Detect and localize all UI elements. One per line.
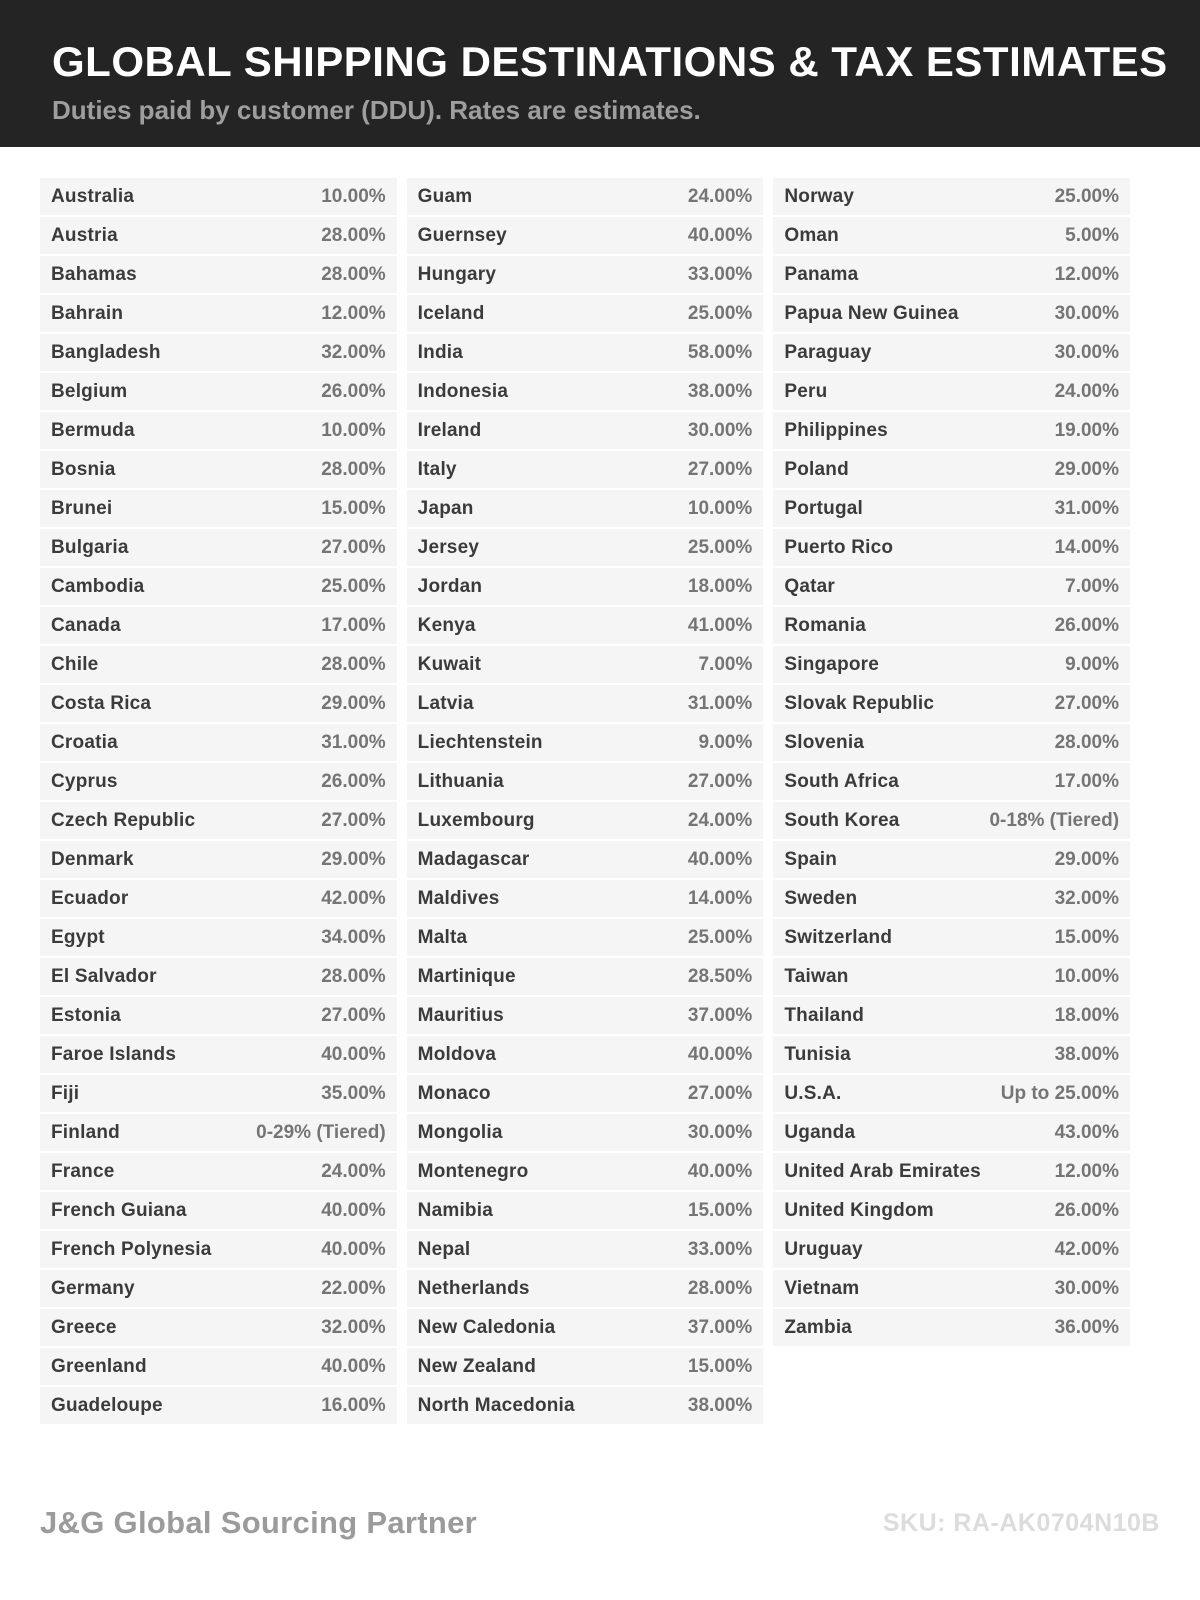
table-row — [40, 724, 397, 761]
country-name: El Salvador — [51, 965, 157, 987]
country-name: Bosnia — [51, 458, 116, 480]
table-row — [407, 763, 764, 800]
tax-rate: 38.00% — [687, 1394, 753, 1416]
tax-rate: 27.00% — [1054, 692, 1120, 714]
table-row — [773, 178, 1130, 215]
tax-rate: 17.00% — [321, 614, 386, 636]
table-row — [40, 646, 397, 683]
table-row — [407, 919, 764, 956]
country-name: Vietnam — [784, 1277, 860, 1299]
country-name: Kuwait — [417, 653, 482, 675]
tax-rate: 35.00% — [321, 1082, 386, 1104]
tax-rate: 29.00% — [1054, 458, 1120, 480]
tax-rate: 15.00% — [687, 1355, 753, 1377]
table-row — [407, 1036, 764, 1073]
tax-rate: 37.00% — [687, 1316, 753, 1338]
tax-rate: 28.50% — [687, 965, 753, 987]
country-name: Guernsey — [417, 224, 507, 246]
table-row — [407, 1387, 764, 1424]
country-name: Uruguay — [784, 1238, 863, 1260]
table-row — [40, 1348, 397, 1385]
table-row — [40, 802, 397, 839]
table-row — [773, 1153, 1130, 1190]
table-row — [773, 295, 1130, 332]
tax-rate: 9.00% — [698, 731, 753, 753]
tax-rate: 12.00% — [1054, 263, 1120, 285]
tax-rate: 25.00% — [687, 302, 753, 324]
country-name: South Africa — [784, 770, 899, 792]
country-name: Germany — [51, 1277, 135, 1299]
tax-rate: 24.00% — [687, 809, 753, 831]
table-row — [40, 178, 397, 215]
table-row — [40, 295, 397, 332]
country-name: Hungary — [417, 263, 497, 285]
tax-rate: 29.00% — [321, 848, 386, 870]
table-row — [773, 334, 1130, 371]
country-name: Tunisia — [784, 1043, 851, 1065]
tax-rate: 28.00% — [321, 263, 386, 285]
country-name: Poland — [784, 458, 849, 480]
tax-rate: 30.00% — [687, 419, 753, 441]
country-name: Iceland — [417, 302, 485, 324]
tax-rate: 32.00% — [1054, 887, 1120, 909]
tax-rate: 18.00% — [1054, 1004, 1120, 1026]
tax-rate: 10.00% — [321, 419, 386, 441]
country-name: Belgium — [51, 380, 128, 402]
tax-rate: 58.00% — [687, 341, 753, 363]
table-row — [407, 958, 764, 995]
table-row — [773, 607, 1130, 644]
table-row — [40, 958, 397, 995]
country-name: Maldives — [417, 887, 500, 909]
tax-rate: 27.00% — [321, 809, 386, 831]
country-name: Costa Rica — [51, 692, 152, 714]
country-name: Bulgaria — [51, 536, 129, 558]
tax-rate: 42.00% — [1054, 1238, 1120, 1260]
table-row — [407, 568, 764, 605]
country-name: Guam — [417, 185, 473, 207]
brand-name: J&G Global Sourcing Partner — [40, 1505, 478, 1540]
tax-rate: 7.00% — [1065, 575, 1120, 597]
tax-rate: 10.00% — [687, 497, 753, 519]
country-name: Finland — [51, 1121, 120, 1143]
table-row — [407, 256, 764, 293]
tax-rate: 40.00% — [321, 1238, 386, 1260]
country-name: Canada — [51, 614, 121, 636]
tax-rate: 14.00% — [687, 887, 753, 909]
country-name: Bermuda — [51, 419, 135, 441]
table-row — [40, 685, 397, 722]
tax-rate: Up to 25.00% — [1000, 1082, 1120, 1104]
country-name: Slovak Republic — [784, 692, 935, 714]
tax-rate: 26.00% — [321, 770, 386, 792]
table-row — [407, 802, 764, 839]
table-row — [407, 1075, 764, 1112]
tax-rate: 40.00% — [687, 224, 753, 246]
tax-rate: 28.00% — [321, 224, 386, 246]
country-name: Italy — [417, 458, 457, 480]
country-name: Egypt — [51, 926, 105, 948]
table-row — [773, 1192, 1130, 1229]
tax-rate: 12.00% — [1054, 1160, 1120, 1182]
table-row — [407, 1309, 764, 1346]
tax-rate: 36.00% — [1054, 1316, 1120, 1338]
sku-label: SKU: RA-AK0704N10B — [882, 1508, 1160, 1537]
country-name: Martinique — [417, 965, 516, 987]
table-column-3 — [773, 178, 1130, 1426]
country-name: Uganda — [784, 1121, 856, 1143]
tax-rate: 27.00% — [687, 1082, 753, 1104]
table-row — [773, 802, 1130, 839]
country-name: Jordan — [417, 575, 483, 597]
tax-rate: 40.00% — [321, 1199, 386, 1221]
table-row — [773, 685, 1130, 722]
tax-rate: 32.00% — [321, 1316, 386, 1338]
tax-rate: 38.00% — [687, 380, 753, 402]
country-name: Panama — [784, 263, 859, 285]
table-row — [40, 217, 397, 254]
table-row — [773, 451, 1130, 488]
table-row — [773, 256, 1130, 293]
table-row — [773, 1036, 1130, 1073]
tax-rate: 37.00% — [687, 1004, 753, 1026]
country-name: Philippines — [784, 419, 888, 441]
tax-rate: 30.00% — [1054, 1277, 1120, 1299]
country-name: Malta — [417, 926, 468, 948]
country-name: Chile — [51, 653, 99, 675]
country-name: Zambia — [784, 1316, 853, 1338]
tax-rate: 41.00% — [687, 614, 753, 636]
table-row — [407, 1270, 764, 1307]
table-row — [40, 568, 397, 605]
table-row — [407, 1192, 764, 1229]
country-name: French Polynesia — [51, 1238, 212, 1260]
country-name: Austria — [51, 224, 118, 246]
table-row — [407, 178, 764, 215]
table-row — [407, 841, 764, 878]
tax-rate: 15.00% — [1054, 926, 1120, 948]
country-name: Croatia — [51, 731, 118, 753]
tax-rate: 34.00% — [321, 926, 386, 948]
country-name: India — [417, 341, 464, 363]
tax-rate: 30.00% — [1054, 302, 1120, 324]
tax-rate: 0-29% (Tiered) — [256, 1121, 386, 1143]
country-name: Bangladesh — [51, 341, 161, 363]
table-row — [407, 646, 764, 683]
table-row — [773, 724, 1130, 761]
table-row — [773, 217, 1130, 254]
tax-rate: 0-18% (Tiered) — [989, 809, 1120, 831]
table-row — [773, 841, 1130, 878]
country-name: U.S.A. — [784, 1082, 842, 1104]
tax-rate: 10.00% — [321, 185, 386, 207]
tax-rate: 7.00% — [698, 653, 753, 675]
country-name: Indonesia — [417, 380, 509, 402]
table-row — [40, 880, 397, 917]
tax-rate: 5.00% — [1065, 224, 1120, 246]
tax-rate: 29.00% — [321, 692, 386, 714]
tax-rate: 40.00% — [321, 1355, 386, 1377]
tax-rate: 40.00% — [321, 1043, 386, 1065]
tax-rate: 28.00% — [321, 653, 386, 675]
table-row — [40, 607, 397, 644]
tax-rate: 24.00% — [1054, 380, 1120, 402]
table-row — [40, 451, 397, 488]
table-row — [773, 412, 1130, 449]
tax-rate: 25.00% — [1054, 185, 1120, 207]
table-row — [407, 685, 764, 722]
country-name: Estonia — [51, 1004, 122, 1026]
header-banner — [0, 0, 1200, 147]
tax-rate: 15.00% — [687, 1199, 753, 1221]
table-row — [40, 490, 397, 527]
tax-rate: 30.00% — [687, 1121, 753, 1143]
table-row — [40, 373, 397, 410]
table-row — [40, 1192, 397, 1229]
tax-rate: 31.00% — [1054, 497, 1120, 519]
table-row — [40, 997, 397, 1034]
tax-rate: 32.00% — [321, 341, 386, 363]
table-row — [40, 412, 397, 449]
country-name: Cyprus — [51, 770, 118, 792]
table-row — [40, 1231, 397, 1268]
country-name: Puerto Rico — [784, 536, 894, 558]
tax-rate: 30.00% — [1054, 341, 1120, 363]
country-name: Greenland — [51, 1355, 147, 1377]
country-name: Singapore — [784, 653, 880, 675]
country-name: Liechtenstein — [417, 731, 543, 753]
table-row — [773, 373, 1130, 410]
table-row — [407, 529, 764, 566]
table-row — [773, 1075, 1130, 1112]
tax-rate: 33.00% — [687, 1238, 753, 1260]
table-row — [407, 880, 764, 917]
tax-rate: 28.00% — [687, 1277, 753, 1299]
table-row — [407, 217, 764, 254]
country-name: Moldova — [417, 1043, 497, 1065]
country-name: Czech Republic — [51, 809, 196, 831]
country-name: New Zealand — [417, 1355, 537, 1377]
tax-rate: 29.00% — [1054, 848, 1120, 870]
country-name: France — [51, 1160, 115, 1182]
table-row — [773, 1114, 1130, 1151]
table-row — [40, 1387, 397, 1424]
page-subtitle: Duties paid by customer (DDU). Rates are estimates. — [52, 95, 701, 125]
page-title: GLOBAL SHIPPING DESTINATIONS & TAX ESTIMATES — [52, 38, 1168, 85]
table-row — [40, 334, 397, 371]
table-row — [407, 373, 764, 410]
country-name: French Guiana — [51, 1199, 187, 1221]
tax-rate: 33.00% — [687, 263, 753, 285]
country-name: Romania — [784, 614, 866, 636]
tax-rate: 40.00% — [687, 848, 753, 870]
country-name: Oman — [784, 224, 839, 246]
table-row — [407, 1153, 764, 1190]
country-name: Mauritius — [417, 1004, 504, 1026]
table-row — [40, 841, 397, 878]
country-name: Taiwan — [784, 965, 849, 987]
tax-rate: 38.00% — [1054, 1043, 1120, 1065]
tax-rate: 22.00% — [321, 1277, 386, 1299]
country-name: Brunei — [51, 497, 113, 519]
country-name: Portugal — [784, 497, 864, 519]
tax-rate: 27.00% — [321, 536, 386, 558]
tax-rate: 28.00% — [1054, 731, 1120, 753]
tax-rate: 17.00% — [1054, 770, 1120, 792]
table-row — [773, 919, 1130, 956]
table-row — [40, 1114, 397, 1151]
country-name: Madagascar — [417, 848, 530, 870]
country-name: Luxembourg — [417, 809, 535, 831]
country-name: Papua New Guinea — [784, 302, 959, 324]
table-row — [773, 529, 1130, 566]
tax-rate: 26.00% — [321, 380, 386, 402]
table-row — [40, 1270, 397, 1307]
tax-rate: 27.00% — [687, 770, 753, 792]
table-row — [773, 1231, 1130, 1268]
tax-rate: 18.00% — [687, 575, 753, 597]
country-name: United Kingdom — [784, 1199, 934, 1221]
tax-rate: 42.00% — [321, 887, 386, 909]
tax-rate: 9.00% — [1065, 653, 1120, 675]
country-name: Ireland — [417, 419, 482, 441]
tax-rate: 28.00% — [321, 458, 386, 480]
table-row — [40, 1153, 397, 1190]
tax-rate: 27.00% — [687, 458, 753, 480]
table-row — [40, 1075, 397, 1112]
table-row — [40, 763, 397, 800]
country-name: Australia — [51, 185, 135, 207]
country-name: Switzerland — [784, 926, 893, 948]
country-name: Nepal — [417, 1238, 471, 1260]
country-name: Sweden — [784, 887, 858, 909]
table-row — [773, 958, 1130, 995]
tax-rate: 26.00% — [1054, 614, 1120, 636]
country-name: Bahamas — [51, 263, 137, 285]
tax-rate: 31.00% — [321, 731, 386, 753]
table-column-2 — [407, 178, 764, 1426]
tax-rate: 43.00% — [1054, 1121, 1120, 1143]
country-name: South Korea — [784, 809, 900, 831]
country-name: Thailand — [784, 1004, 865, 1026]
tax-rate: 16.00% — [321, 1394, 386, 1416]
table-row — [773, 646, 1130, 683]
tax-rate: 27.00% — [321, 1004, 386, 1026]
country-name: Monaco — [417, 1082, 491, 1104]
table-row — [773, 1309, 1130, 1346]
country-name: Qatar — [784, 575, 835, 597]
country-name: United Arab Emirates — [784, 1160, 981, 1182]
country-name: Mongolia — [417, 1121, 503, 1143]
country-name: Norway — [784, 185, 855, 207]
table-row — [773, 997, 1130, 1034]
tax-rate: 12.00% — [321, 302, 386, 324]
table-row — [773, 880, 1130, 917]
table-row — [773, 1270, 1130, 1307]
table-row — [407, 295, 764, 332]
country-name: Bahrain — [51, 302, 124, 324]
country-name: Faroe Islands — [51, 1043, 177, 1065]
table-row — [407, 724, 764, 761]
country-name: Peru — [784, 380, 828, 402]
tax-rate: 10.00% — [1054, 965, 1120, 987]
country-name: Namibia — [417, 1199, 493, 1221]
tax-rate: 28.00% — [321, 965, 386, 987]
country-name: New Caledonia — [417, 1316, 556, 1338]
country-name: Japan — [417, 497, 474, 519]
table-row — [40, 529, 397, 566]
country-name: Greece — [51, 1316, 117, 1338]
country-name: Spain — [784, 848, 838, 870]
tax-rate: 24.00% — [687, 185, 753, 207]
table-row — [40, 1036, 397, 1073]
tax-rate: 24.00% — [321, 1160, 386, 1182]
table-row — [773, 490, 1130, 527]
table-row — [407, 1231, 764, 1268]
table-row — [407, 490, 764, 527]
country-name: North Macedonia — [417, 1394, 575, 1416]
table-row — [407, 1348, 764, 1385]
country-name: Slovenia — [784, 731, 865, 753]
table-row — [407, 412, 764, 449]
tax-rate: 19.00% — [1054, 419, 1120, 441]
country-name: Guadeloupe — [51, 1394, 163, 1416]
footer — [40, 1505, 1160, 1541]
country-name: Latvia — [417, 692, 474, 714]
country-name: Lithuania — [417, 770, 504, 792]
country-name: Ecuador — [51, 887, 129, 909]
country-name: Montenegro — [417, 1160, 529, 1182]
country-name: Denmark — [51, 848, 134, 870]
table-row — [40, 256, 397, 293]
country-name: Kenya — [417, 614, 476, 636]
tax-rate: 31.00% — [687, 692, 753, 714]
table-column-1 — [40, 178, 397, 1426]
tax-rate-table — [40, 178, 1130, 1426]
country-name: Fiji — [51, 1082, 80, 1104]
tax-rate: 14.00% — [1054, 536, 1120, 558]
table-row — [407, 334, 764, 371]
tax-rate: 26.00% — [1054, 1199, 1120, 1221]
table-row — [407, 607, 764, 644]
tax-rate: 15.00% — [321, 497, 386, 519]
table-row — [773, 568, 1130, 605]
table-row — [773, 763, 1130, 800]
country-name: Paraguay — [784, 341, 872, 363]
table-row — [407, 1114, 764, 1151]
tax-rate: 25.00% — [687, 926, 753, 948]
table-row — [40, 1309, 397, 1346]
country-name: Netherlands — [417, 1277, 530, 1299]
country-name: Cambodia — [51, 575, 145, 597]
tax-rate: 40.00% — [687, 1043, 753, 1065]
tax-rate: 40.00% — [687, 1160, 753, 1182]
country-name: Jersey — [417, 536, 480, 558]
table-row — [407, 451, 764, 488]
table-row — [40, 919, 397, 956]
tax-rate: 25.00% — [321, 575, 386, 597]
table-row — [407, 997, 764, 1034]
tax-rate: 25.00% — [687, 536, 753, 558]
